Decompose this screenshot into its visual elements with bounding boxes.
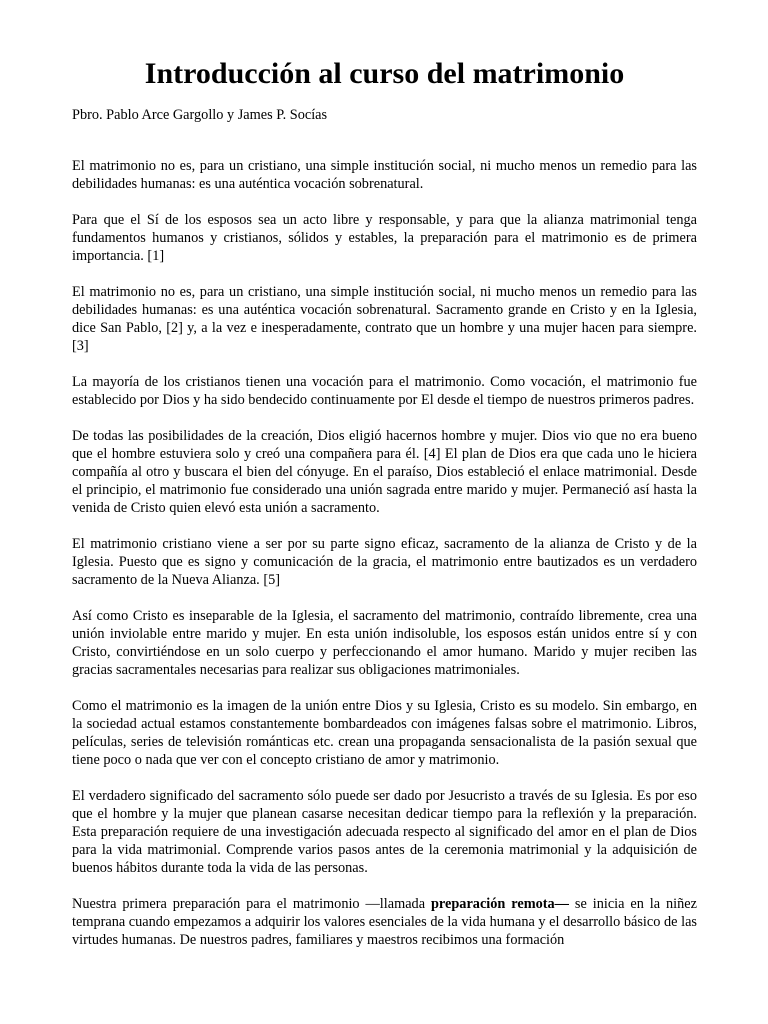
- paragraph-1: El matrimonio no es, para un cristiano, una simple institución social, ni mucho menos un remedio para las debilidades humanas: es una auténtica vocación sobrenatural.: [72, 158, 697, 192]
- document-title: Introducción al curso del matrimonio: [144, 57, 625, 90]
- paragraph-10-text-end: se inicia en la niñez temprana cuando empezamos a adquirir los valores esenciales de la vida humana y el desarrollo básico de las virtudes humanas. De nuestros padres, familiares y maestros recibimos una formación: [72, 896, 697, 948]
- paragraph-6: El matrimonio cristiano viene a ser por su parte signo eficaz, sacramento de la alianza de Cristo y de la Iglesia. Puesto que es signo y comunicación de la gracia, el matrimonio entre bautizados es un verdadero sacramento de la Nueva Alianza. [5]: [72, 536, 697, 588]
- paragraph-9: El verdadero significado del sacramento sólo puede ser dado por Jesucristo a través de su Iglesia. Es por eso que el hombre y la mujer que planean casarse necesitan dedicar tiempo para la reflexión y la preparación. Esta preparación requiere de una investigación adecuada respecto al significado del amor en el plan de Dios para la vida matrimonial. Comprende varios pasos antes de la ceremonia matrimonial y la adquisición de buenos hábitos durante toda la vida de las personas.: [72, 788, 697, 876]
- paragraph-8: Como el matrimonio es la imagen de la unión entre Dios y su Iglesia, Cristo es su modelo. Sin embargo, en la sociedad actual estamos constantemente bombardeados con imágenes falsas sobre el matrimonio. Libros, películas, series de televisión románticas etc. crean una propaganda sensacionalista de la pasión sexual que tiene poco o nada que ver con el concepto cristiano de amor y matrimonio.: [72, 698, 697, 768]
- paragraph-4: La mayoría de los cristianos tienen una vocación para el matrimonio. Como vocación, el matrimonio fue establecido por Dios y ha sido bendecido continuamente por El desde el tiempo de nuestros primeros padres.: [72, 374, 697, 408]
- paragraph-5: De todas las posibilidades de la creación, Dios eligió hacernos hombre y mujer. Dios vio que no era bueno que el hombre estuviera solo y creó una compañera para él. [4] El plan de Dios era que cada uno le hiciera compañía al otro y buscara el bien del cónyuge. En el paraíso, Dios estableció el enlace matrimonial. Desde el principio, el matrimonio fue considerado una unión sagrada entre marido y mujer. Permaneció así hasta la venida de Cristo quien elevó esta unión a sacramento.: [72, 428, 697, 516]
- paragraph-7: Así como Cristo es inseparable de la Iglesia, el sacramento del matrimonio, contraído libremente, crea una unión inviolable entre marido y mujer. En esta unión indisoluble, los esposos están unidos entre sí y con Cristo, convirtiéndose en un solo cuerpo y perfeccionando el amor humano. Marido y mujer reciben las gracias sacramentales necesarias para realizar sus obligaciones matrimoniales.: [72, 608, 697, 678]
- document-page: [72, 52, 697, 949]
- paragraph-10: [72, 895, 697, 949]
- paragraph-2: Para que el Sí de los esposos sea un acto libre y responsable, y para que la alianza matrimonial tenga fundamentos humanos y cristianos, sólidos y estables, la preparación para el matrimonio es de primera importancia. [1]: [72, 212, 697, 264]
- paragraph-10-bold-term: preparación remota—: [430, 896, 569, 912]
- document-author: Pbro. Pablo Arce Gargollo y James P. Socías: [72, 107, 328, 123]
- paragraph-10-text-start: Nuestra primera preparación para el matrimonio —llamada: [72, 896, 431, 912]
- paragraph-3: El matrimonio no es, para un cristiano, una simple institución social, ni mucho menos un remedio para las debilidades humanas: es una auténtica vocación sobrenatural. Sacramento grande en Cristo y en la Iglesia, dice San Pablo, [2] y, a la vez e inesperadamente, contrato que un hombre y una mujer hacen para siempre. [3]: [72, 284, 697, 354]
